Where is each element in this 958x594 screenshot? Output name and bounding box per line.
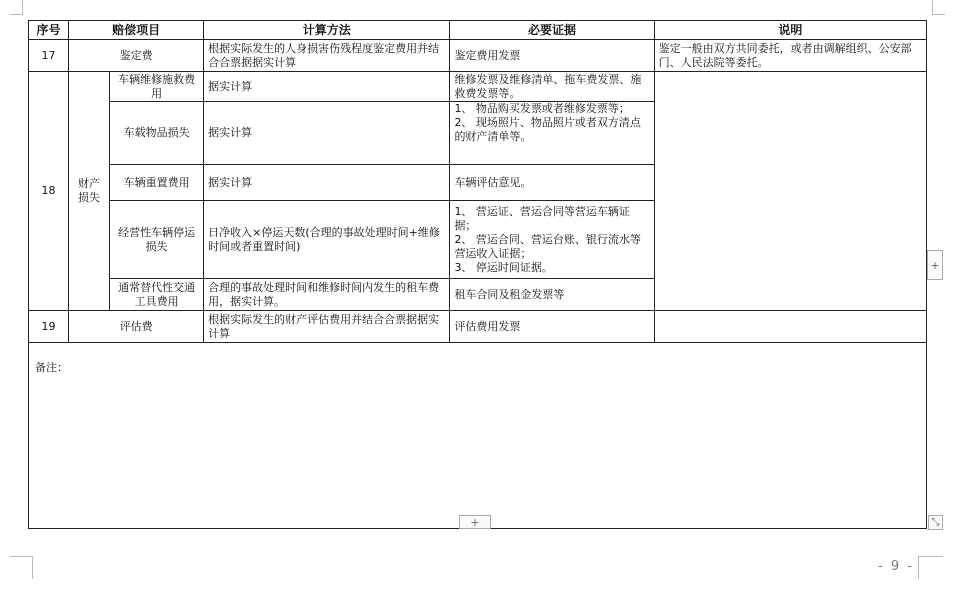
corner-mark-top-right [932,0,945,15]
row-17-item: 鉴定费 [69,40,204,72]
row-18-sub-evidence [450,165,654,201]
row-18-sub-method: 据实计算 [204,102,450,165]
row-18-sub-method: 据实计算 [204,165,450,201]
add-row-button[interactable]: + [459,515,491,529]
evidence-line: 车辆评估意见。 [454,175,532,189]
evidence-line: 2、 现场照片、物品照片或者双方清点的财产清单等。 [454,116,641,143]
row-19-evidence: 评估费用发票 [450,311,654,343]
row-17-evidence: 鉴定费用发票 [450,40,654,72]
evidence-line: 1、 物品购买发票或者维修发票等； [454,102,630,115]
header-evidence: 必要证据 [450,21,654,40]
header-item: 赔偿项目 [69,21,204,40]
compensation-table [28,20,927,529]
add-column-button[interactable]: + [927,250,943,280]
row-18-sub-evidence [450,201,654,279]
header-note: 说明 [654,21,926,40]
row-19-method: 根据实际发生的财产评估费用并结合合票据据实计算 [204,311,450,343]
row-18-sub-item: 车辆重置费用 [110,165,204,201]
evidence-line: 维修发票及维修清单、拖车费发票、施救费发票等。 [454,72,642,100]
table-row-19 [29,311,927,343]
row-18-sub-item: 通常替代性交通工具费用 [110,279,204,311]
row-18-sub-item: 经营性车辆停运损失 [110,201,204,279]
corner-mark-bottom-left [10,556,33,579]
evidence-line: 3、 停运时间证据。 [454,260,553,274]
page-number: - 9 - [878,559,914,574]
row-17-no: 17 [29,40,69,72]
table-row-17 [29,40,927,72]
evidence-line: 租车合同及租金发票等 [454,287,565,301]
row-18-sub-evidence [450,279,654,311]
row-18-sub-evidence [450,72,654,102]
row-18-sub-method: 合理的事故处理时间和维修时间内发生的租车费用，据实计算。 [204,279,450,311]
row-19-no: 19 [29,311,69,343]
row-18-note [654,72,926,311]
row-18-sub-item: 车辆维修施救费用 [110,72,204,102]
row-18-no: 18 [29,72,69,311]
corner-mark-top-left [10,0,23,15]
row-17-note: 鉴定一般由双方共同委托，或者由调解组织、公安部门、人民法院等委托。 [654,40,926,72]
table-header-row [29,21,927,40]
evidence-line: 2、 营运合同、营运台账、银行流水等营运收入证据； [454,232,641,260]
remarks-row [29,343,927,529]
corner-mark-bottom-right [918,556,943,579]
row-18-sub-evidence [450,102,654,165]
row-18-sub-method: 据实计算 [204,72,450,102]
row-19-item: 评估费 [69,311,204,343]
evidence-line: 1、 营运证、营运合同等营运车辆证据； [454,204,630,232]
remarks-label: 备注： [35,361,68,374]
row-18-sub-item: 车载物品损失 [110,102,204,165]
table-row-18-1 [29,72,927,102]
header-no: 序号 [29,21,69,40]
table-resize-handle[interactable]: ⤡ [928,515,943,530]
row-18-sub-method: 日净收入×停运天数(合理的事故处理时间+维修时间或者重置时间) [204,201,450,279]
header-method: 计算方法 [204,21,450,40]
row-19-note [654,311,926,343]
row-17-method: 根据实际发生的人身损害伤残程度鉴定费用并结合合票据据实计算 [204,40,450,72]
remarks-cell[interactable] [29,343,927,529]
row-18-category: 财产损失 [69,72,110,311]
